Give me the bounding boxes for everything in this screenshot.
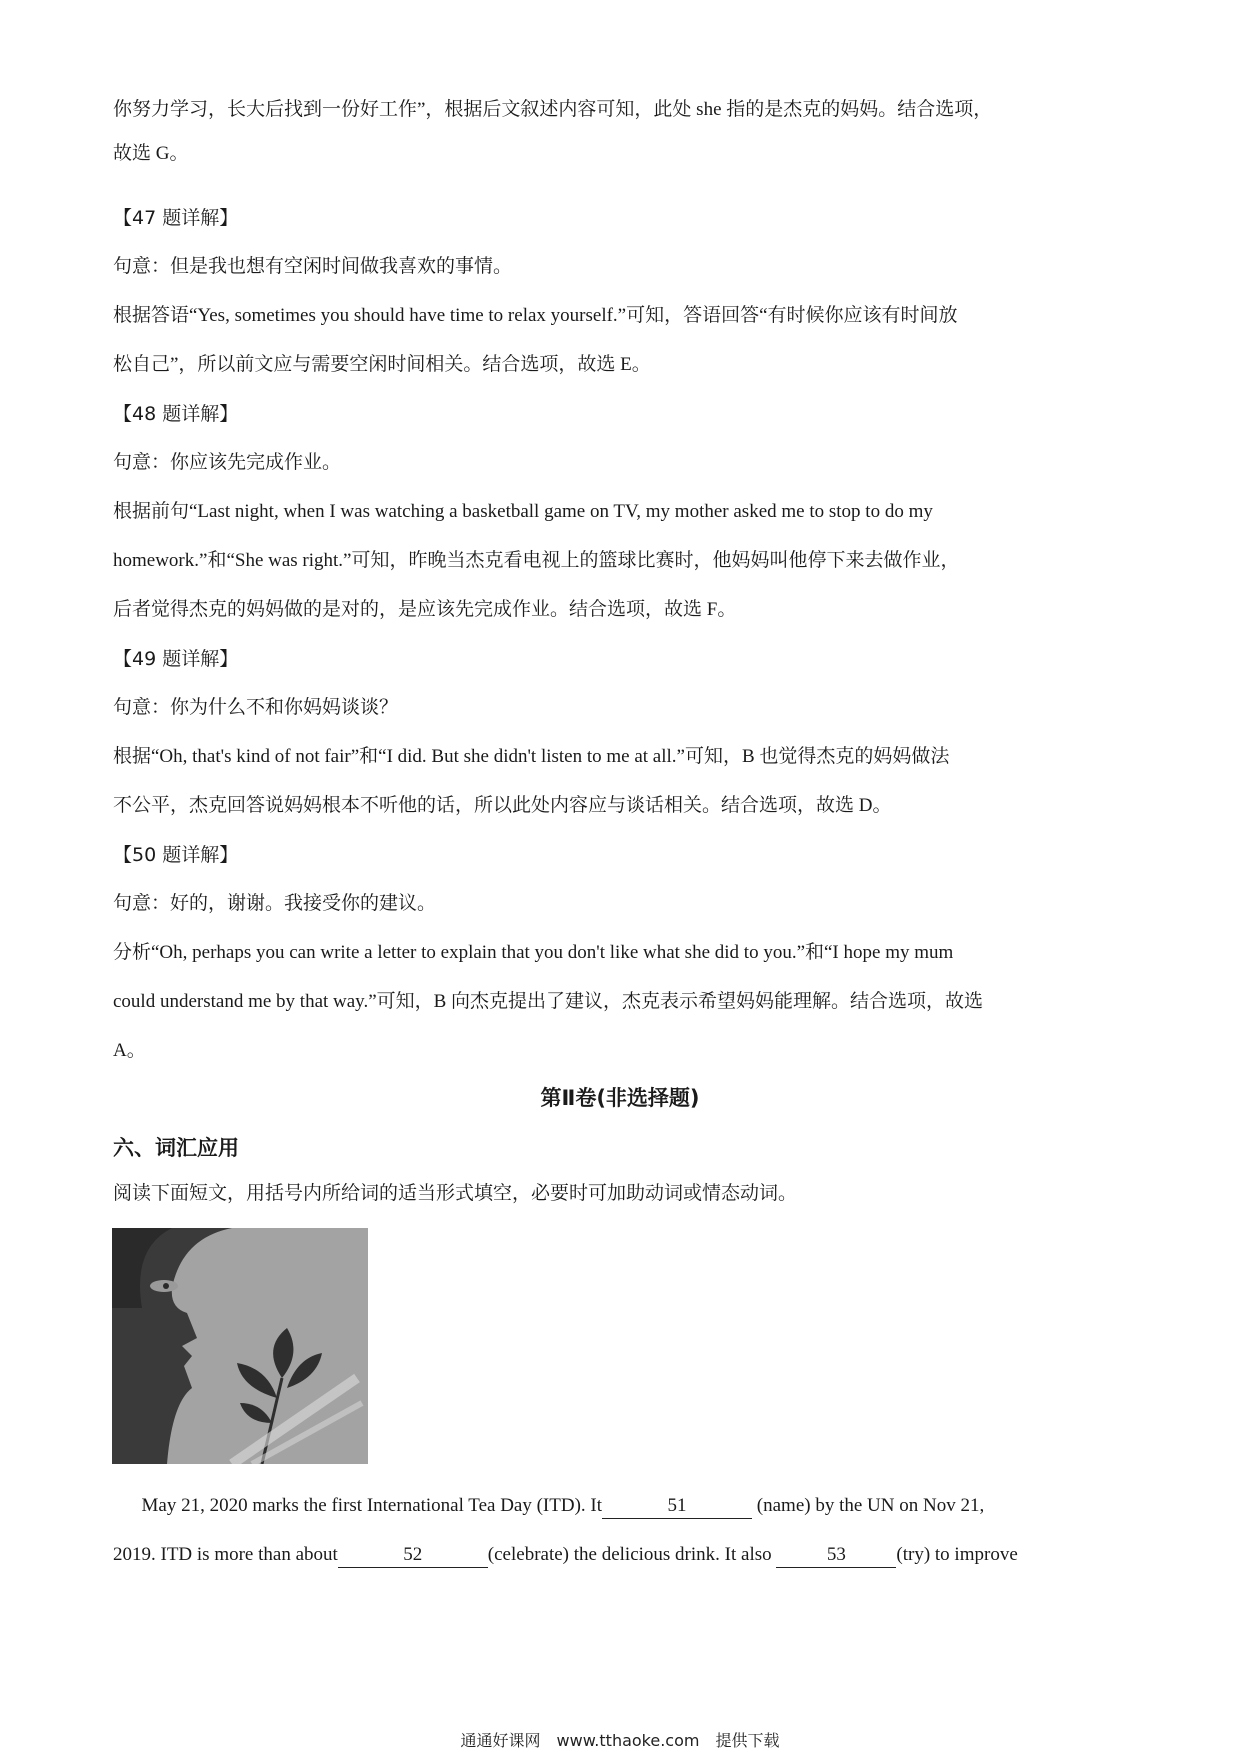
text-line: 故选 G。 bbox=[113, 143, 189, 164]
blank-53[interactable]: 53 bbox=[776, 1543, 896, 1568]
text-line: 句意：你为什么不和你妈妈谈谈？ bbox=[113, 697, 399, 718]
blank-52[interactable]: 52 bbox=[338, 1543, 488, 1568]
text-line: 句意：但是我也想有空闲时间做我喜欢的事情。 bbox=[113, 256, 513, 277]
question-heading: 【50 题详解】 bbox=[113, 844, 239, 866]
part-title: 六、词汇应用 bbox=[113, 1136, 239, 1160]
text-line: A。 bbox=[113, 1040, 146, 1061]
question-heading: 【48 题详解】 bbox=[113, 403, 239, 425]
text-line: 你努力学习，长大后找到一份好工作”，根据后文叙述内容可知，此处 she 指的是杰克的妈妈。结合选项， bbox=[113, 99, 993, 120]
passage-text: (celebrate) the delicious drink. It also bbox=[487, 1544, 772, 1565]
blank-51[interactable]: 51 bbox=[602, 1494, 752, 1519]
passage-text: (try) to improve bbox=[896, 1544, 1018, 1565]
text-line: 句意：好的，谢谢。我接受你的建议。 bbox=[113, 893, 437, 914]
passage-text: (name) by the UN on Nov 21, bbox=[756, 1495, 985, 1516]
passage-text: 2019. ITD is more than about bbox=[113, 1544, 338, 1565]
passage-text: May 21, 2020 marks the first International Tea Day (ITD). It bbox=[141, 1495, 603, 1516]
text-line: homework.”和“She was right.”可知，昨晚当杰克看电视上的篮球比赛时，他妈妈叫他停下来去做作业， bbox=[113, 550, 960, 571]
text-line: could understand me by that way.”可知，B 向杰克提出了建议，杰克表示希望妈妈能理解。结合选项，故选 bbox=[113, 991, 984, 1012]
passage-line-1 bbox=[113, 1492, 1133, 1520]
text-line: 句意：你应该先完成作业。 bbox=[113, 452, 342, 473]
text-line: 根据“Oh, that's kind of not fair”和“I did. But she didn't listen to me at all.”可知，B 也觉得杰克的妈妈做法 bbox=[113, 746, 950, 767]
tea-illustration bbox=[112, 1228, 368, 1464]
text-line: 分析“Oh, perhaps you can write a letter to explain that you don't like what she did to you.”和“I hope my mum bbox=[113, 942, 954, 963]
text-line: 根据前句“Last night, when I was watching a basketball game on TV, my mother asked me to stop to do my bbox=[113, 501, 933, 522]
footer-text: 通通好课网 www.tthaoke.com 提供下载 bbox=[460, 1731, 780, 1750]
text-line: 根据答语“Yes, sometimes you should have time to relax yourself.”可知，答语回答“有时候你应该有时间放 bbox=[113, 305, 958, 326]
section-title: 第Ⅱ卷(非选择题) bbox=[540, 1086, 700, 1110]
text-line: 不公平，杰克回答说妈妈根本不听他的话，所以此处内容应与谈话相关。结合选项，故选 D。 bbox=[113, 795, 892, 816]
question-heading: 【47 题详解】 bbox=[113, 207, 239, 229]
text-line: 后者觉得杰克的妈妈做的是对的，是应该先完成作业。结合选项，故选 F。 bbox=[113, 599, 737, 620]
question-heading: 【49 题详解】 bbox=[113, 648, 239, 670]
instruction-text: 阅读下面短文，用括号内所给词的适当形式填空，必要时可加助动词或情态动词。 bbox=[113, 1183, 798, 1204]
passage-line-2 bbox=[113, 1541, 1133, 1569]
text-line: 松自己”，所以前文应与需要空闲时间相关。结合选项，故选 E。 bbox=[113, 354, 651, 375]
